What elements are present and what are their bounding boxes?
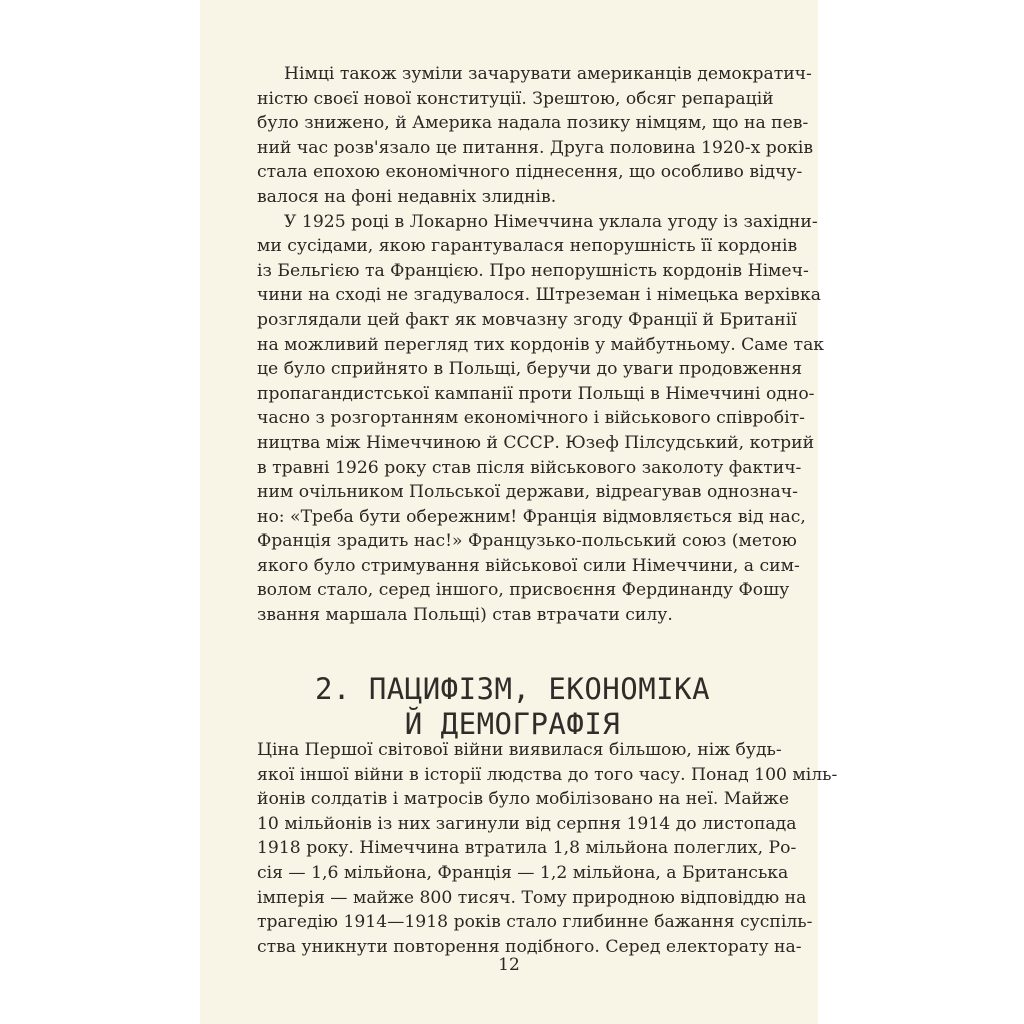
paragraph-locarno xyxy=(257,210,825,628)
text-line: було знижено, й Америка надала позику німцям, що на пев- xyxy=(257,113,809,134)
text-line: звання маршала Польщі) став втрачати силу. xyxy=(257,605,673,626)
text-line: 10 мільйонів із них загинули від серпня 1914 до листопада xyxy=(257,813,797,834)
text-line: на можливий перегляд тих кордонів у майбутньому. Саме так xyxy=(257,334,825,355)
book-page xyxy=(200,0,838,1024)
text-line: стала епохою економічного піднесення, що особливо відчу- xyxy=(257,162,803,183)
text-line: Німці також зуміли зачарувати американців демократич- xyxy=(284,64,812,84)
page-number: 12 xyxy=(498,955,520,975)
text-line: із Бельгією та Францією. Про непорушність кордонів Німеч- xyxy=(257,260,809,281)
text-line: ністю своєї нової конституції. Зрештою, обсяг репарацій xyxy=(257,88,774,109)
text-line: 1918 року. Німеччина втратила 1,8 мільйона полеглих, Ро- xyxy=(257,838,797,859)
heading-line-1: 2. ПАЦИФІЗМ, ЕКОНОМІКА xyxy=(314,672,711,707)
text-line: трагедію 1914—1918 років стало глибинне бажання суспіль- xyxy=(257,912,813,933)
paragraph-war-cost xyxy=(257,738,838,959)
text-line: розглядали цей факт як мовчазну згоду Франції й Британії xyxy=(257,309,797,330)
text-line: Ціна Першої світової війни виявилася більшою, ніж будь- xyxy=(257,740,782,760)
text-line: йонів солдатів і матросів було мобілізовано на неї. Майже xyxy=(257,789,790,810)
section-heading xyxy=(257,672,768,742)
text-line: сія — 1,6 мільйона, Франція — 1,2 мільйона, а Британська xyxy=(257,862,789,883)
text-line: ства уникнути повторення подібного. Серед електорату на- xyxy=(257,936,802,957)
text-line: ництва між Німеччиною й СССР. Юзеф Пілсудський, котрий xyxy=(257,432,815,453)
text-line: ми сусідами, якою гарантувалася непорушність її кордонів xyxy=(257,236,798,257)
text-line: но: «Треба бути обережним! Франція відмовляється від нас, xyxy=(257,506,806,527)
text-line: якого було стримування військової сили Німеччини, а сим- xyxy=(257,555,800,576)
text-line: У 1925 році в Локарно Німеччина уклала угоду із західни- xyxy=(284,211,818,232)
text-line: ним очільником Польської держави, відреагував однознач- xyxy=(257,482,798,503)
text-line: валося на фоні недавніх злиднів. xyxy=(257,186,557,207)
text-line: часно з розгортанням економічного і військового співробіт- xyxy=(257,408,805,429)
text-line: в травні 1926 року став після військового заколоту фактич- xyxy=(257,457,802,478)
paragraph-german-constitution xyxy=(257,62,814,210)
text-line: волом стало, серед іншого, присвоєння Фердинанду Фошу xyxy=(257,580,790,601)
text-line: чини на сході не згадувалося. Штреземан і німецька верхівка xyxy=(257,285,821,306)
text-line: імперія — майже 800 тисяч. Тому природною відповіддю на xyxy=(257,887,807,908)
text-block-bottom xyxy=(257,738,838,959)
text-line: ний час розв'язало це питання. Друга половина 1920-х років xyxy=(257,137,814,158)
text-line: якої іншої війни в історії людства до того часу. Понад 100 міль- xyxy=(257,764,838,785)
text-line: пропагандистської кампанії проти Польщі в Німеччині одно- xyxy=(257,383,815,404)
text-line: це було сприйнято в Польщі, беручи до уваги продовження xyxy=(257,359,803,380)
text-block-top xyxy=(257,62,825,628)
heading-line-2: Й ДЕМОГРАФІЯ xyxy=(404,707,621,742)
text-line: Франція зрадить нас!» Французько-польський союз (метою xyxy=(257,531,797,552)
